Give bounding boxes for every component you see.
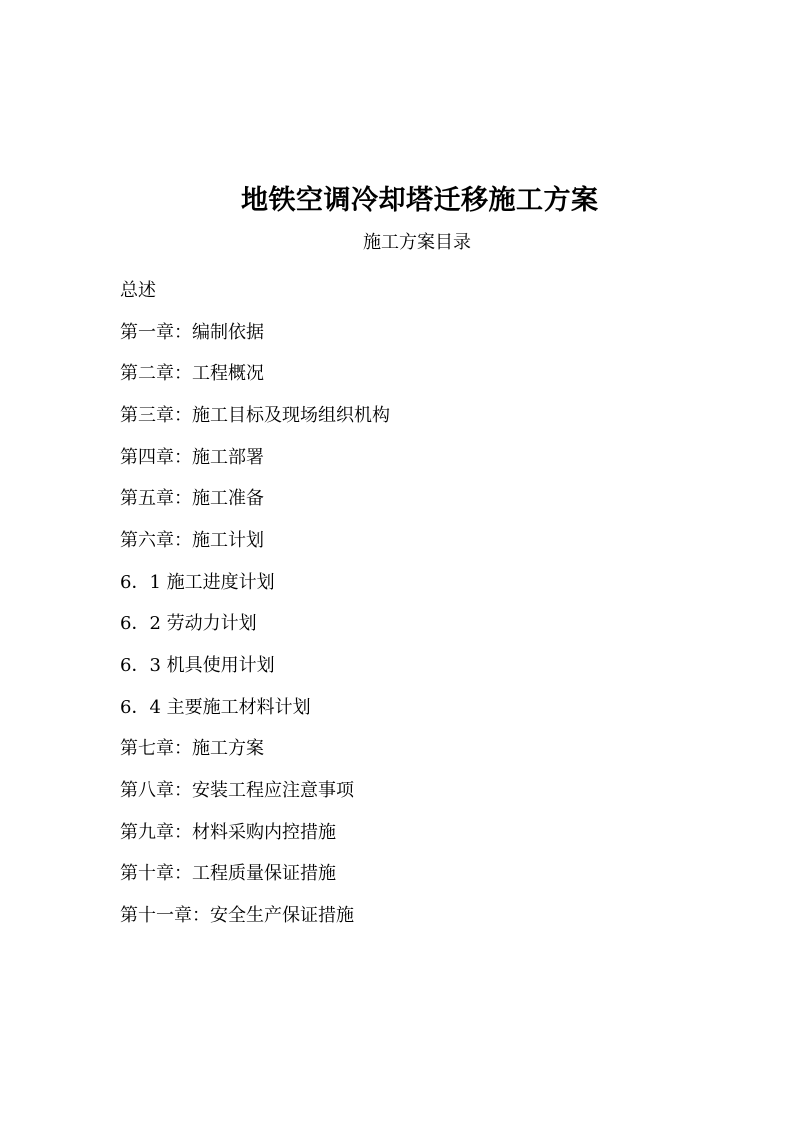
toc-item: 总述 — [120, 280, 156, 301]
document-title: 地铁空调冷却塔迁移施工方案 — [241, 185, 599, 216]
toc-item: 6．1 施工进度计划 — [120, 571, 275, 593]
toc-item: 第一章：编制依据 — [120, 321, 264, 343]
toc-item: 第八章：安装工程应注意事项 — [120, 779, 354, 801]
toc-item: 第七章：施工方案 — [120, 738, 264, 760]
toc-item: 第四章：施工部署 — [120, 446, 264, 468]
toc-item: 第十一章：安全生产保证措施 — [120, 904, 354, 926]
toc-item: 第十章：工程质量保证措施 — [120, 863, 336, 885]
toc-item: 第三章：施工目标及现场组织机构 — [120, 404, 390, 426]
toc-item: 6．2 劳动力计划 — [120, 613, 257, 635]
toc-heading: 施工方案目录 — [363, 232, 471, 253]
toc-item: 第五章：施工准备 — [120, 488, 264, 510]
toc-item: 第九章：材料采购内控措施 — [120, 821, 336, 843]
table-of-contents — [120, 270, 390, 937]
toc-item: 6．4 主要施工材料计划 — [120, 696, 311, 718]
toc-item: 第六章：施工计划 — [120, 529, 264, 551]
toc-item: 第二章：工程概况 — [120, 363, 264, 385]
toc-item: 6．3 机具使用计划 — [120, 654, 275, 676]
